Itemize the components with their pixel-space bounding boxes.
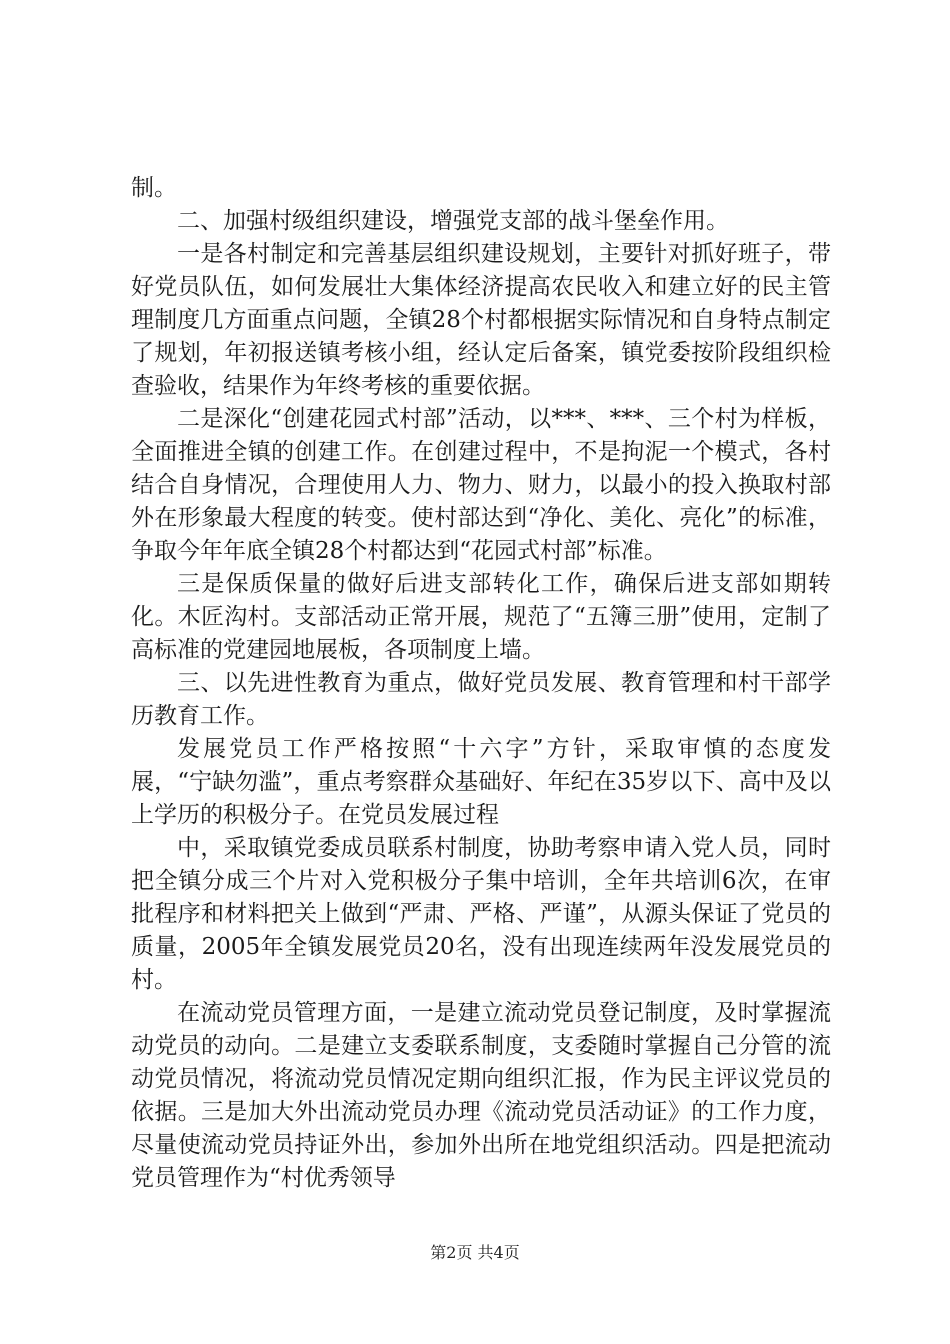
paragraph: 中，采取镇党委成员联系村制度，协助考察申请入党人员，同时把全镇分成三个片对入党积极分子集中培训，全年共培训6次，在审批程序和材料把关上做到“严肃、严格、严谨”，从源头保证了党员的质量，2005年全镇发展党员20名，没有出现连续两年没发展党员的村。 — [131, 835, 831, 993]
paragraph: 发展党员工作严格按照“十六字”方针，采取审慎的态度发展，“宁缺勿滥”，重点考察群众基础好、年纪在35岁以下、高中及以上学历的积极分子。在党员发展过程 — [131, 736, 831, 828]
section-heading: 三、以先进性教育为重点，做好党员发展、教育管理和村干部学历教育工作。 — [131, 670, 831, 729]
paragraph: 二是深化“创建花园式村部”活动，以***、***、三个村为样板，全面推进全镇的创建工作。在创建过程中，不是拘泥一个模式，各村结合自身情况，合理使用人力、物力、财力，以最小的投入换取村部外在形象最大程度的转变。使村部达到“净化、美化、亮化”的标准，争取今年年底全镇28个村都达到“花园式村部”标准。 — [131, 406, 831, 564]
page-number-footer: 第2页 共4页 — [430, 1243, 520, 1262]
paragraph: 在流动党员管理方面，一是建立流动党员登记制度，及时掌握流动党员的动向。二是建立支委联系制度，支委随时掌握自己分管的流动党员情况，将流动党员情况定期向组织汇报，作为民主评议党员的依据。三是加大外出流动党员办理《流动党员活动证》的工作力度，尽量使流动党员持证外出，参加外出所在地党组织活动。四是把流动党员管理作为“村优秀领导 — [131, 1000, 831, 1191]
paragraph: 制。 — [131, 175, 177, 201]
document-body — [131, 172, 831, 1195]
paragraph: 三是保质保量的做好后进支部转化工作，确保后进支部如期转化。木匠沟村。支部活动正常开展，规范了“五簿三册”使用，定制了高标准的党建园地展板，各项制度上墙。 — [131, 571, 831, 663]
paragraph: 一是各村制定和完善基层组织建设规划，主要针对抓好班子，带好党员队伍，如何发展壮大集体经济提高农民收入和建立好的民主管理制度几方面重点问题，全镇28个村都根据实际情况和自身特点制定了规划，年初报送镇考核小组，经认定后备案，镇党委按阶段组织检查验收，结果作为年终考核的重要依据。 — [131, 241, 831, 399]
section-heading: 二、加强村级组织建设，增强党支部的战斗堡垒作用。 — [177, 208, 729, 234]
